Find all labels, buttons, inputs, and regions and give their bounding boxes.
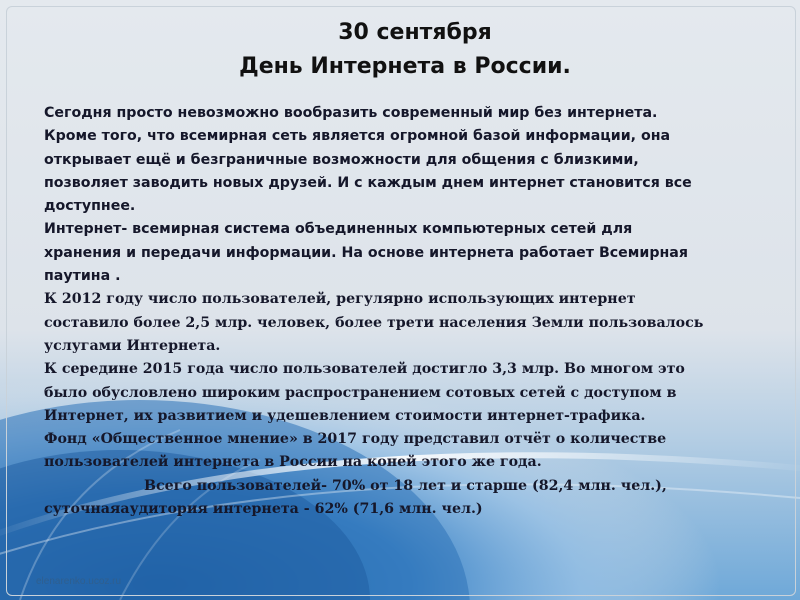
text-line: Интернет, их развитием и удешевлением стоимости интернет-трафика. <box>44 407 646 424</box>
watermark: elenarenko.ucoz.ru <box>36 576 122 587</box>
text-line: К 2012 году число пользователей, регулярно использующих интернет <box>44 291 636 308</box>
text-line: Всего пользователей- 70% от 18 лет и старше (82,4 млн. чел.), <box>144 477 667 494</box>
text-line: открывает ещё и безграничные возможности для общения с близкими, <box>44 151 639 168</box>
text-line: суточнаяаудитория интернета - 62% (71,6 млн. чел.) <box>44 501 483 518</box>
text-line: Сегодня просто невозможно вообразить современный мир без интернета. <box>44 105 658 121</box>
text-line: доступнее. <box>44 198 136 215</box>
title-heading: День Интернета в России. <box>239 54 571 79</box>
page-title <box>0 16 800 84</box>
text-line: составило более 2,5 млр. человек, более трети населения Земли пользовалось <box>44 314 704 331</box>
text-line: хранения и передачи информации. На основе интернета работает Всемирная <box>44 244 688 261</box>
text-line: Кроме того, что всемирная сеть является огромной базой информации, она <box>44 128 671 145</box>
title-date: 30 сентября <box>338 20 492 45</box>
text-line: Интернет- всемирная система объединенных компьютерных сетей для <box>44 221 633 238</box>
text-line: было обусловлено широким распространением сотовых сетей с доступом в <box>44 384 677 401</box>
text-line: услугами Интернета. <box>44 337 221 354</box>
text-line: паутина . <box>44 268 121 285</box>
text-line: Фонд «Общественное мнение» в 2017 году представил отчёт о количестве <box>44 431 667 448</box>
text-line: пользователей интернета в России на коней этого же года. <box>44 454 542 471</box>
text-line: позволяет заводить новых друзей. И с каждым днем интернет становится все <box>44 174 692 191</box>
body-text <box>44 102 764 521</box>
text-line: К середине 2015 года число пользователей достигло 3,3 млр. Во многом это <box>44 361 685 378</box>
